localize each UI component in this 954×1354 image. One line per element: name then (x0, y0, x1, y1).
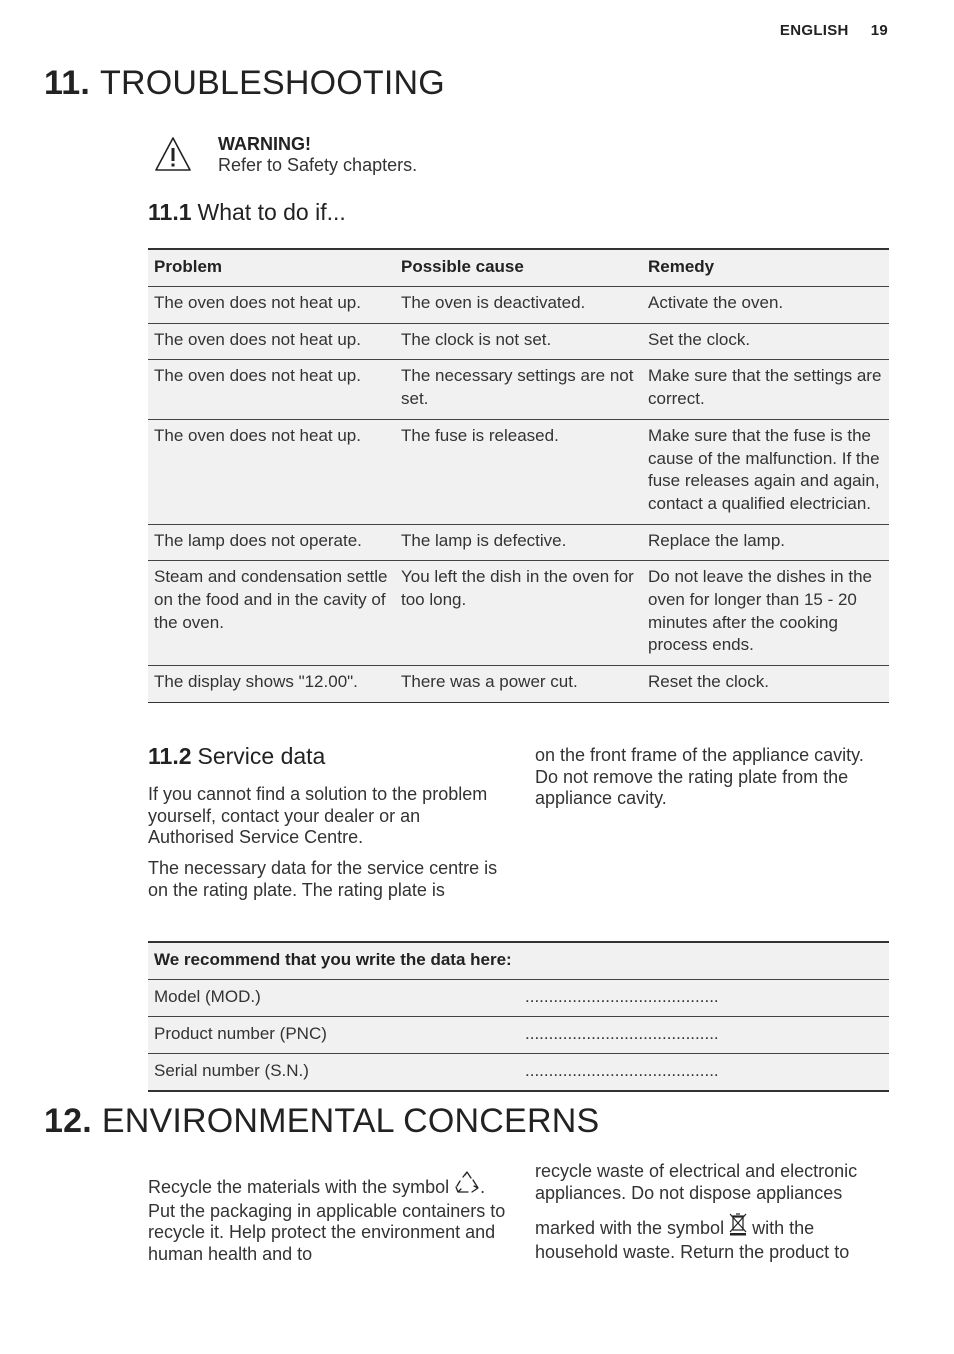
data-value-cell: ......................................... (519, 1017, 889, 1054)
data-label-cell: Serial number (S.N.) (148, 1054, 519, 1092)
table-row (148, 524, 889, 561)
environment-left-text-b: . Put the packaging in applicable containers to recycle it. Help protect the environment and human health and to (148, 1177, 506, 1264)
troubleshooting-table (148, 248, 889, 703)
problem-cell: The lamp does not operate. (148, 524, 395, 561)
cause-cell: You left the dish in the oven for too long. (395, 561, 642, 666)
data-value-cell: ......................................... (519, 980, 889, 1017)
environment-paragraph-right (535, 1161, 887, 1263)
section-11-heading (44, 64, 445, 103)
warning-text: Refer to Safety chapters. (218, 155, 418, 175)
environment-right-text-c: with the household waste. Return the product to (535, 1218, 850, 1262)
subsection-11-1-title: What to do if... (197, 199, 346, 225)
service-data-table (148, 941, 889, 1092)
data-table-header-row (148, 942, 889, 980)
remedy-cell: Make sure that the fuse is the cause of the malfunction. If the fuse releases again and again, contact a qualified electrician. (642, 419, 889, 524)
problem-cell: The oven does not heat up. (148, 323, 395, 360)
section-12-heading (44, 1102, 599, 1141)
cause-cell: The lamp is defective. (395, 524, 642, 561)
data-label-cell: Model (MOD.) (148, 980, 519, 1017)
problem-cell: The oven does not heat up. (148, 287, 395, 324)
table-header-row (148, 249, 889, 287)
problem-cell: The oven does not heat up. (148, 360, 395, 419)
section-11-title: TROUBLESHOOTING (100, 64, 445, 102)
section-12-number: 12. (44, 1102, 92, 1140)
table-row (148, 561, 889, 666)
subsection-11-1-heading (148, 199, 346, 226)
remedy-cell: Replace the lamp. (642, 524, 889, 561)
environment-right-text-a: recycle waste of electrical and electronic appliances. Do not dispose appliances (535, 1161, 858, 1203)
remedy-cell: Activate the oven. (642, 287, 889, 324)
data-table-header: We recommend that you write the data here: (148, 942, 889, 980)
table-row (148, 666, 889, 703)
environment-left-text-a: Recycle the materials with the symbol (148, 1177, 450, 1197)
cause-cell: The oven is deactivated. (395, 287, 642, 324)
column-header-problem: Problem (148, 249, 395, 287)
warning-icon (154, 136, 192, 172)
table-row (148, 1054, 889, 1092)
header-language: ENGLISH (779, 22, 849, 39)
data-label-cell: Product number (PNC) (148, 1017, 519, 1054)
remedy-cell: Set the clock. (642, 323, 889, 360)
service-paragraph-1: If you cannot find a solution to the problem yourself, contact your dealer or an Authorised Service Centre. (148, 784, 488, 847)
cause-cell: There was a power cut. (395, 666, 642, 703)
column-header-remedy: Remedy (642, 249, 889, 287)
table-row (148, 323, 889, 360)
crossed-bin-icon (729, 1212, 747, 1242)
subsection-11-1-number: 11.1 (148, 199, 192, 225)
environment-paragraph-left (148, 1171, 513, 1265)
problem-cell: Steam and condensation settle on the food and in the cavity of the oven. (148, 561, 395, 666)
warning-box (150, 132, 650, 182)
subsection-11-2-heading (148, 743, 325, 770)
table-row (148, 419, 889, 524)
remedy-cell: Make sure that the settings are correct. (642, 360, 889, 419)
cause-cell: The clock is not set. (395, 323, 642, 360)
table-row (148, 287, 889, 324)
table-row (148, 1017, 889, 1054)
column-header-cause: Possible cause (395, 249, 642, 287)
problem-cell: The oven does not heat up. (148, 419, 395, 524)
cause-cell: The fuse is released. (395, 419, 642, 524)
table-row (148, 360, 889, 419)
service-paragraph-2: The necessary data for the service centre is on the rating plate. The rating plate is (148, 858, 498, 900)
environment-right-text-b: marked with the symbol (535, 1218, 725, 1238)
subsection-11-2-title: Service data (197, 743, 326, 769)
cause-cell: The necessary settings are not set. (395, 360, 642, 419)
remedy-cell: Reset the clock. (642, 666, 889, 703)
service-paragraph-3: on the front frame of the appliance cavity. Do not remove the rating plate from the appliance cavity. (535, 745, 864, 808)
remedy-cell: Do not leave the dishes in the oven for longer than 15 - 20 minutes after the cooking process ends. (642, 561, 889, 666)
section-12-title: ENVIRONMENTAL CONCERNS (101, 1102, 600, 1140)
warning-title: WARNING! (218, 134, 311, 154)
recycle-icon (454, 1171, 480, 1201)
page-header (780, 22, 888, 39)
table-row (148, 980, 889, 1017)
section-11-number: 11. (44, 64, 90, 102)
data-value-cell: ......................................... (519, 1054, 889, 1092)
problem-cell: The display shows "12.00". (148, 666, 395, 703)
subsection-11-2-number: 11.2 (148, 743, 192, 769)
page-number: 19 (870, 22, 888, 39)
